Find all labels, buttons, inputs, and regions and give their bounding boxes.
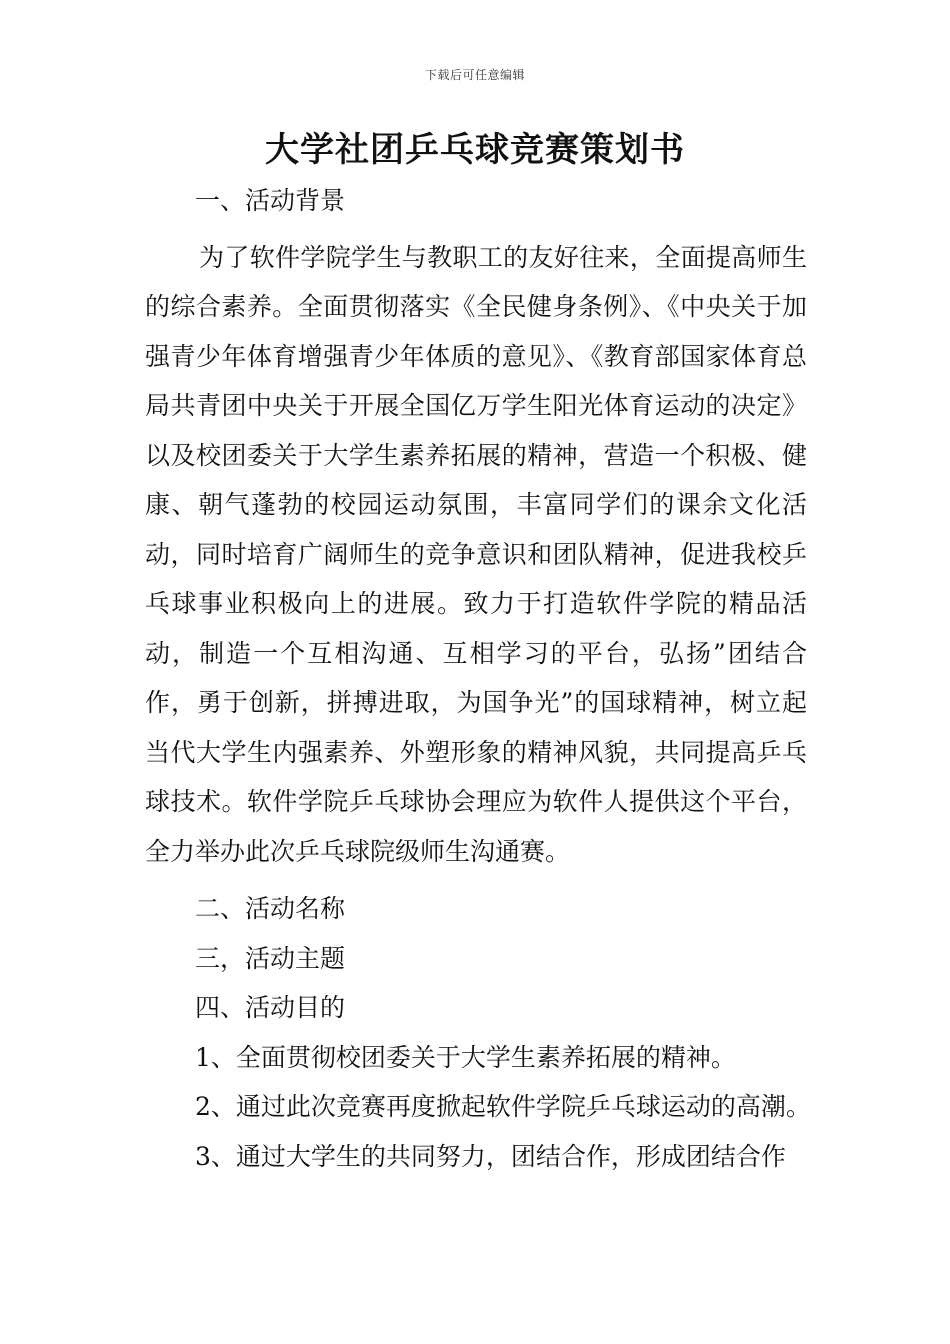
header-note: 下载后可任意编辑	[424, 68, 525, 82]
section-heading-purpose: 四、活动目的	[195, 993, 346, 1022]
document-body	[145, 176, 811, 1181]
section-heading-background: 一、活动背景	[195, 186, 346, 215]
purpose-item-1: 1、全面贯彻校团委关于大学生素养拓展的精神。	[195, 1042, 736, 1072]
background-paragraph: 为了软件学院学生与教职工的友好往来，全面提高师生的综合素养。全面贯彻落实《全民健身条例》、《中央关于加强青少年体育增强青少年体质的意见》、《教育部国家体育总局共青团中央关于开展全国亿万学生阳光体育运动的决定》以及校团委关于大学生素养拓展的精神，营造一个积极、健康、朝气蓬勃的校园运动氛围，丰富同学们的课余文化活动，同时培育广阔师生的竞争意识和团队精神，促进我校乒乓球事业积极向上的进展。致力于打造软件学院的精品活动，制造一个互相沟通、互相学习的平台，弘扬”团结合作，勇于创新，拼搏进取，为国争光”的国球精神，树立起当代大学生内强素养、外塑形象的精神风貌，共同提高乒乓球技术。软件学院乒乓球协会理应为软件人提供这个平台，全力举办此次乒乓球院级师生沟通赛。	[145, 242, 807, 866]
document-title: 大学社团乒乓球竞赛策划书	[265, 130, 685, 170]
purpose-item-2: 2、通过此次竞赛再度掀起软件学院乒乓球运动的高潮。	[195, 1092, 811, 1121]
section-heading-name: 二、活动名称	[195, 894, 346, 923]
section-heading-theme: 三，活动主题	[195, 943, 346, 973]
purpose-item-3: 3、通过大学生的共同努力，团结合作，形成团结合作	[195, 1141, 786, 1171]
